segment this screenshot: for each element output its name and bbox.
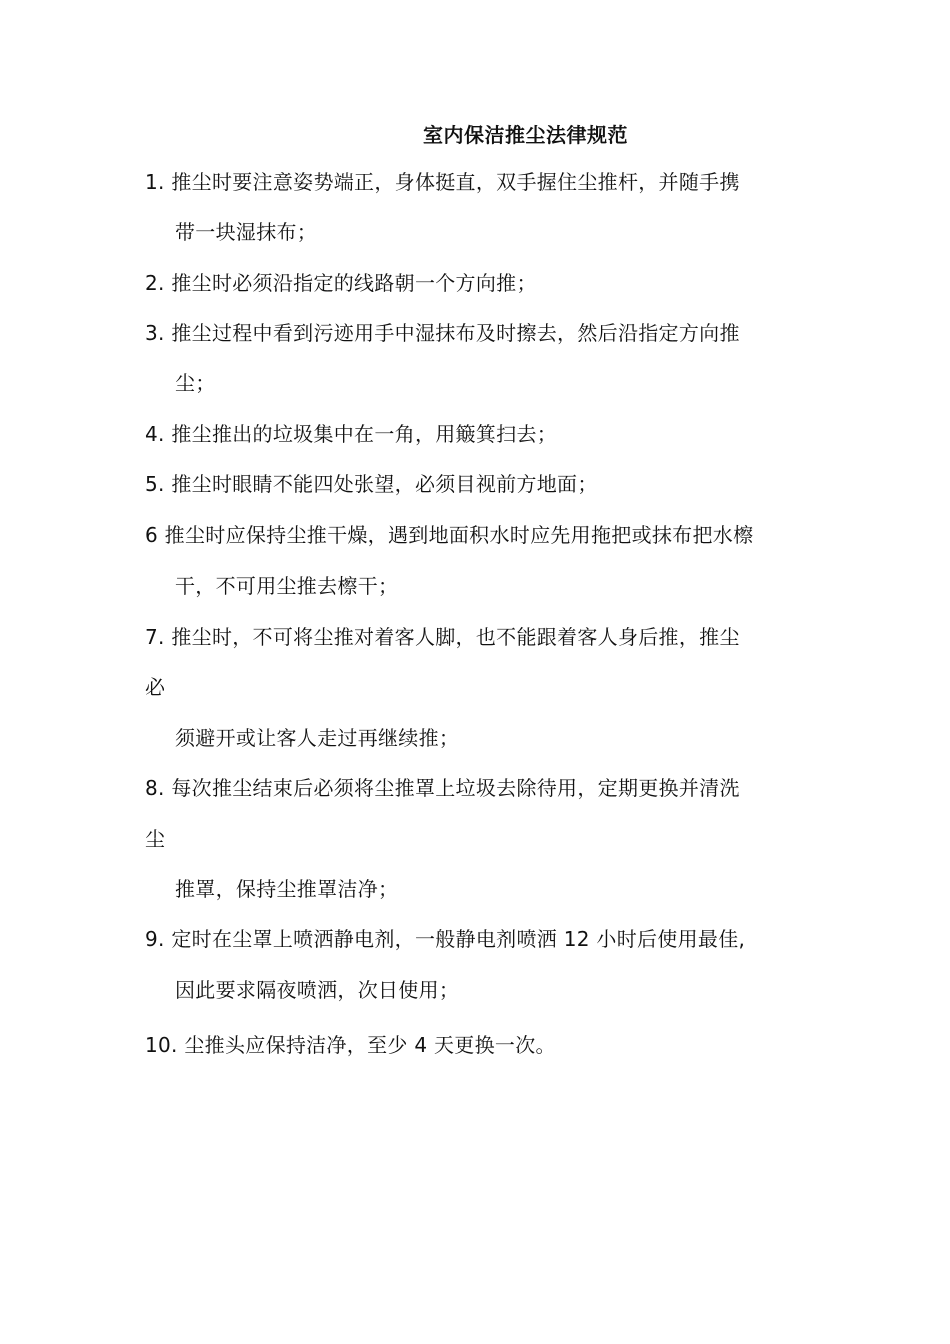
text-line: 尘； [175, 371, 216, 395]
text-line: 3. 推尘过程中看到污迹用手中湿抹布及时擦去，然后沿指定方向推 [145, 321, 740, 345]
text-line: 8. 每次推尘结束后必须将尘推罩上垃圾去除待用，定期更换并清洗 [145, 776, 740, 800]
text-line: 5. 推尘时眼睛不能四处张望，必须目视前方地面； [145, 472, 598, 496]
text-line: 因此要求隔夜喷洒，次日使用； [175, 978, 460, 1002]
text-line: 10. 尘推头应保持洁净，至少 4 天更换一次。 [145, 1033, 556, 1057]
text-line: 干，不可用尘推去檫干； [175, 574, 399, 598]
text-line: 2. 推尘时必须沿指定的线路朝一个方向推； [145, 271, 537, 295]
text-line: 须避开或让客人走过再继续推； [175, 726, 460, 750]
text-line: 6 推尘时应保持尘推干燥，遇到地面积水时应先用拖把或抹布把水檫 [145, 523, 754, 547]
text-line: 尘 [145, 827, 166, 851]
text-line: 7. 推尘时，不可将尘推对着客人脚，也不能跟着客人身后推，推尘 [145, 625, 740, 649]
text-line: 4. 推尘推出的垃圾集中在一角，用簸箕扫去； [145, 422, 558, 446]
text-line: 9. 定时在尘罩上喷洒静电剂，一般静电剂喷洒 12 小时后使用最佳, [145, 927, 746, 951]
text-line: 带一块湿抹布； [175, 220, 318, 244]
document-title: 室内保洁推尘法律规范 [423, 123, 628, 147]
text-line: 1. 推尘时要注意姿势端正，身体挺直，双手握住尘推杆，并随手携 [145, 170, 740, 194]
text-line: 推罩，保持尘推罩洁净； [175, 877, 399, 901]
text-line: 必 [145, 675, 166, 699]
